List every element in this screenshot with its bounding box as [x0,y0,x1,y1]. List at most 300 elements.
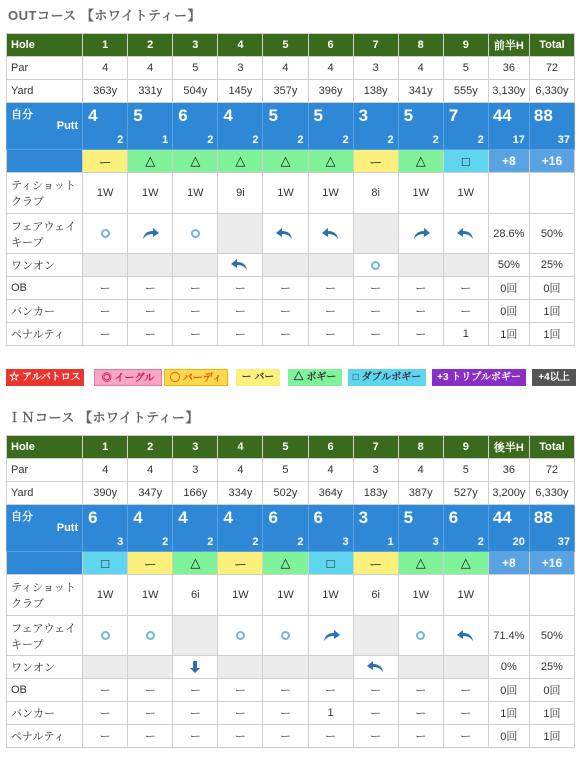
score-cell [128,103,173,150]
fairway-cell [398,616,443,656]
bunker-value: ー [263,300,308,323]
fairway-total: 50% [529,616,574,656]
yard-value: 555y [443,80,488,103]
tee-club-value: 1W [443,173,488,214]
penalty-value: ー [353,323,398,346]
putt-count: 17 [512,134,525,146]
penalty-value: ー [398,725,443,748]
ob-value: ー [443,679,488,702]
penalty-value: ー [128,323,173,346]
hole-number: 2 [128,436,173,459]
yard-value: 347y [128,482,173,505]
result-par-badge: ー [353,552,398,575]
tee-half [488,173,529,214]
hole-number: 7 [353,34,398,57]
fairway-cell [263,214,308,254]
stroke-count: 6 [88,508,98,527]
arrow-right-icon [321,629,341,643]
tee-club-value: 1W [263,575,308,616]
stroke-count: 88 [533,106,553,125]
hole-number: 9 [443,34,488,57]
legend-albatross: ☆ アルバトロス [6,369,84,386]
yard-half: 3,200y [488,482,529,505]
bunker-half: 0回 [488,300,529,323]
putt-count: 2 [477,134,484,146]
oneon-cell [83,254,128,277]
bunker-value: ー [218,300,263,323]
in-scorecard-table [6,435,575,748]
par-value: 4 [83,459,128,482]
bunker-value: ー [83,300,128,323]
oneon-cell [218,656,263,679]
bunker-value: ー [443,702,488,725]
penalty-value: 1 [443,323,488,346]
oneon-label: ワンオン [7,656,83,679]
hole-number: 5 [263,436,308,459]
hole-number: 8 [398,34,443,57]
par-label: Par [7,459,83,482]
putt-count: 2 [387,134,394,146]
yard-value: 334y [218,482,263,505]
result-double-badge: □ [83,552,128,575]
tee-label: ティショット クラブ [7,575,83,616]
par-value: 4 [308,459,353,482]
tee-club-value: 1W [218,575,263,616]
par-value: 3 [173,459,218,482]
fairway-row [7,616,575,656]
penalty-value: ー [128,725,173,748]
yard-value: 390y [83,482,128,505]
bunker-total: 1回 [529,300,574,323]
score-cell [443,103,488,150]
stroke-count: 4 [88,106,98,125]
tee-club-value: 1W [83,575,128,616]
result-label-empty [7,150,83,173]
bunker-value: 1 [308,702,353,725]
self-label: 自分 [11,109,33,121]
yard-value: 387y [398,482,443,505]
score-cell [529,103,574,150]
score-cell [308,505,353,552]
hole-row [7,34,575,57]
penalty-value: ー [353,725,398,748]
result-bogey-badge: △ [173,150,218,173]
arrow-left-icon [275,227,295,241]
tee-club-row [7,575,575,616]
stroke-count: 3 [358,106,369,125]
fairway-cell [218,616,263,656]
penalty-row [7,323,575,346]
ob-value: ー [398,277,443,300]
ob-value: ー [353,679,398,702]
ob-total: 0回 [529,679,574,702]
score-cell [308,103,353,150]
par-value: 5 [443,57,488,80]
arrow-down-icon [185,660,205,674]
result-par-badge: ー [218,552,263,575]
ob-half: 0回 [488,679,529,702]
result-par-badge: ー [83,150,128,173]
putt-count: 2 [297,536,304,548]
fairway-cell [128,214,173,254]
putt-count: 2 [297,134,304,146]
fairway-total: 50% [529,214,574,254]
hole-number: 6 [308,436,353,459]
par-value: 4 [83,57,128,80]
penalty-total: 1回 [529,323,574,346]
stroke-count: 5 [403,508,414,527]
tee-club-value: 1W [308,173,353,214]
ob-value: ー [308,679,353,702]
result-row [7,150,575,173]
bunker-value: ー [398,702,443,725]
yard-row [7,80,575,103]
hole-number: 3 [173,34,218,57]
ob-half: 0回 [488,277,529,300]
bunker-row [7,702,575,725]
legend-par: ー バー [236,369,280,386]
stroke-count: 3 [358,508,369,527]
total-header: Total [529,436,574,459]
fairway-hit-circle-icon [146,631,155,640]
hole-number: 1 [83,34,128,57]
result-bogey-badge: △ [308,150,353,173]
ob-value: ー [83,679,128,702]
par-value: 4 [398,459,443,482]
putt-count: 3 [342,536,349,548]
hole-header: Hole [7,34,83,57]
par-value: 3 [353,459,398,482]
penalty-label: ペナルティ [7,323,83,346]
stroke-count: 44 [492,106,512,125]
ob-row [7,277,575,300]
oneon-cell [173,254,218,277]
putt-label: Putt [56,522,79,534]
hole-number: 8 [398,436,443,459]
par-total: 72 [529,57,574,80]
score-cell [218,103,263,150]
tee-club-value: 1W [398,575,443,616]
score-cell [529,505,574,552]
bunker-value: ー [443,300,488,323]
par-half: 36 [488,57,529,80]
stroke-count: 4 [223,508,233,527]
score-cell [353,103,398,150]
yard-label: Yard [7,80,83,103]
hole-row [7,436,575,459]
score-cell [353,505,398,552]
ob-total: 0回 [529,277,574,300]
oneon-cell [128,254,173,277]
tee-club-value: 1W [308,575,353,616]
oneon-row [7,656,575,679]
ob-value: ー [83,277,128,300]
score-cell [443,505,488,552]
result-bogey-badge: △ [128,150,173,173]
fairway-cell [263,616,308,656]
bunker-half: 1回 [488,702,529,725]
oneon-cell [443,656,488,679]
fairway-hit-circle-icon [371,261,380,270]
yard-value: 166y [173,482,218,505]
legend-four-plus: +4以上 [532,369,576,386]
oneon-cell [83,656,128,679]
fairway-half: 28.6% [488,214,529,254]
oneon-label: ワンオン [7,254,83,277]
legend-bogey: △ ボギー [288,369,342,386]
penalty-value: ー [173,725,218,748]
ob-value: ー [308,277,353,300]
ob-value: ー [128,679,173,702]
in-course-title: ＩＮコース 【ホワイトティー】 [8,410,200,425]
fairway-hit-circle-icon [416,631,425,640]
stroke-count: 5 [313,106,323,125]
score-label [7,103,83,150]
yard-half: 3,130y [488,80,529,103]
score-cell [173,103,218,150]
yard-total: 6,330y [529,482,574,505]
par-value: 5 [443,459,488,482]
tee-total [529,173,574,214]
penalty-value: ー [83,323,128,346]
ob-value: ー [263,277,308,300]
hole-number: 2 [128,34,173,57]
score-cell [83,103,128,150]
fairway-cell [83,616,128,656]
penalty-value: ー [308,725,353,748]
penalty-row [7,725,575,748]
oneon-cell [398,254,443,277]
result-bogey-badge: △ [398,552,443,575]
fairway-cell [353,214,398,254]
tee-club-value: 6i [173,575,218,616]
yard-value: 145y [218,80,263,103]
yard-value: 341y [398,80,443,103]
ob-value: ー [353,277,398,300]
par-label: Par [7,57,83,80]
fairway-cell [173,616,218,656]
putt-count: 2 [432,134,439,146]
penalty-value: ー [218,323,263,346]
putt-count: 2 [207,134,214,146]
oneon-row [7,254,575,277]
stroke-count: 44 [492,508,512,527]
putt-count: 1 [387,536,394,548]
result-total: +16 [529,552,574,575]
tee-club-value: 1W [128,575,173,616]
stroke-count: 4 [178,508,188,527]
result-bogey-badge: △ [443,552,488,575]
fairway-cell [173,214,218,254]
penalty-value: ー [398,323,443,346]
penalty-value: ー [263,725,308,748]
score-row [7,505,575,552]
score-cell [398,505,443,552]
par-value: 4 [218,459,263,482]
tee-club-value: 9i [218,173,263,214]
fairway-cell [218,214,263,254]
fairway-hit-circle-icon [236,631,245,640]
penalty-half: 1回 [488,323,529,346]
par-row [7,459,575,482]
hole-number: 4 [218,34,263,57]
bunker-value: ー [218,702,263,725]
bunker-value: ー [173,300,218,323]
stroke-count: 5 [403,106,414,125]
result-par-badge: ー [353,150,398,173]
yard-value: 183y [353,482,398,505]
arrow-left-icon [321,227,341,241]
score-legend [6,369,576,386]
par-value: 5 [263,459,308,482]
fairway-cell [443,616,488,656]
tee-club-value: 1W [83,173,128,214]
oneon-cell [353,656,398,679]
result-half: +8 [488,552,529,575]
bunker-value: ー [353,300,398,323]
result-double-badge: □ [443,150,488,173]
legend-eagle: ◎ イーグル [94,369,162,386]
score-cell [263,103,308,150]
bunker-value: ー [398,300,443,323]
hole-number: 7 [353,436,398,459]
penalty-label: ペナルティ [7,725,83,748]
yard-value: 138y [353,80,398,103]
penalty-value: ー [218,725,263,748]
fairway-cell [128,616,173,656]
result-bogey-badge: △ [218,150,263,173]
stroke-count: 6 [178,106,188,125]
yard-value: 527y [443,482,488,505]
result-bogey-badge: △ [398,150,443,173]
bunker-value: ー [308,300,353,323]
result-half: +8 [488,150,529,173]
par-value: 4 [308,57,353,80]
ob-value: ー [263,679,308,702]
penalty-value: ー [83,725,128,748]
par-value: 4 [398,57,443,80]
fairway-cell [308,214,353,254]
bunker-value: ー [83,702,128,725]
arrow-right-icon [411,227,431,241]
oneon-cell [443,254,488,277]
ob-value: ー [398,679,443,702]
putt-count: 2 [252,536,259,548]
result-bogey-badge: △ [263,150,308,173]
putt-count: 1 [162,134,169,146]
score-label [7,505,83,552]
fairway-hit-circle-icon [101,229,110,238]
putt-count: 2 [207,536,214,548]
par-value: 4 [263,57,308,80]
ob-value: ー [128,277,173,300]
arrow-left-icon [230,258,250,272]
oneon-cell [308,254,353,277]
hole-header: Hole [7,436,83,459]
par-value: 3 [218,57,263,80]
putt-count: 2 [342,134,349,146]
ob-row [7,679,575,702]
par-value: 4 [128,57,173,80]
result-label-empty [7,552,83,575]
fairway-cell [353,616,398,656]
score-cell [173,505,218,552]
fairway-hit-circle-icon [281,631,290,640]
stroke-count: 6 [313,508,323,527]
hole-number: 1 [83,436,128,459]
bunker-value: ー [173,702,218,725]
out-scorecard-table [6,33,575,346]
penalty-value: ー [263,323,308,346]
fairway-label: フェアウェイ キープ [7,616,83,656]
half-header: 後半H [488,436,529,459]
fairway-label: フェアウェイ キープ [7,214,83,254]
fairway-hit-circle-icon [101,631,110,640]
putt-count: 2 [477,536,484,548]
self-label: 自分 [11,511,33,523]
score-cell [128,505,173,552]
score-cell [83,505,128,552]
bunker-value: ー [263,702,308,725]
legend-birdie: ◯ バーディ [164,369,228,386]
fairway-hit-circle-icon [191,229,200,238]
stroke-count: 5 [133,106,143,125]
bunker-value: ー [353,702,398,725]
yard-value: 331y [128,80,173,103]
result-total: +16 [529,150,574,173]
putt-count: 37 [557,134,570,146]
tee-club-value: 1W [443,575,488,616]
oneon-cell [308,656,353,679]
hole-number: 5 [263,34,308,57]
hole-number: 9 [443,436,488,459]
oneon-cell [173,656,218,679]
oneon-cell [263,254,308,277]
score-cell [263,505,308,552]
arrow-left-icon [456,629,476,643]
fairway-cell [83,214,128,254]
stroke-count: 5 [268,106,278,125]
oneon-cell [263,656,308,679]
penalty-total: 1回 [529,725,574,748]
fairway-cell [398,214,443,254]
result-row [7,552,575,575]
ob-value: ー [218,277,263,300]
penalty-half: 0回 [488,725,529,748]
putt-count: 2 [252,134,259,146]
tee-total [529,575,574,616]
result-double-badge: □ [308,552,353,575]
yard-total: 6,330y [529,80,574,103]
oneon-half: 0% [488,656,529,679]
yard-value: 363y [83,80,128,103]
score-row [7,103,575,150]
stroke-count: 6 [448,508,459,527]
par-half: 36 [488,459,529,482]
bunker-row [7,300,575,323]
tee-club-value: 6i [353,575,398,616]
bunker-value: ー [128,300,173,323]
tee-club-value: 1W [128,173,173,214]
stroke-count: 4 [133,508,143,527]
stroke-count: 4 [223,106,233,125]
result-bogey-badge: △ [263,552,308,575]
tee-club-value: 1W [173,173,218,214]
par-value: 5 [173,57,218,80]
oneon-cell [128,656,173,679]
ob-label: OB [7,277,83,300]
tee-club-value: 8i [353,173,398,214]
